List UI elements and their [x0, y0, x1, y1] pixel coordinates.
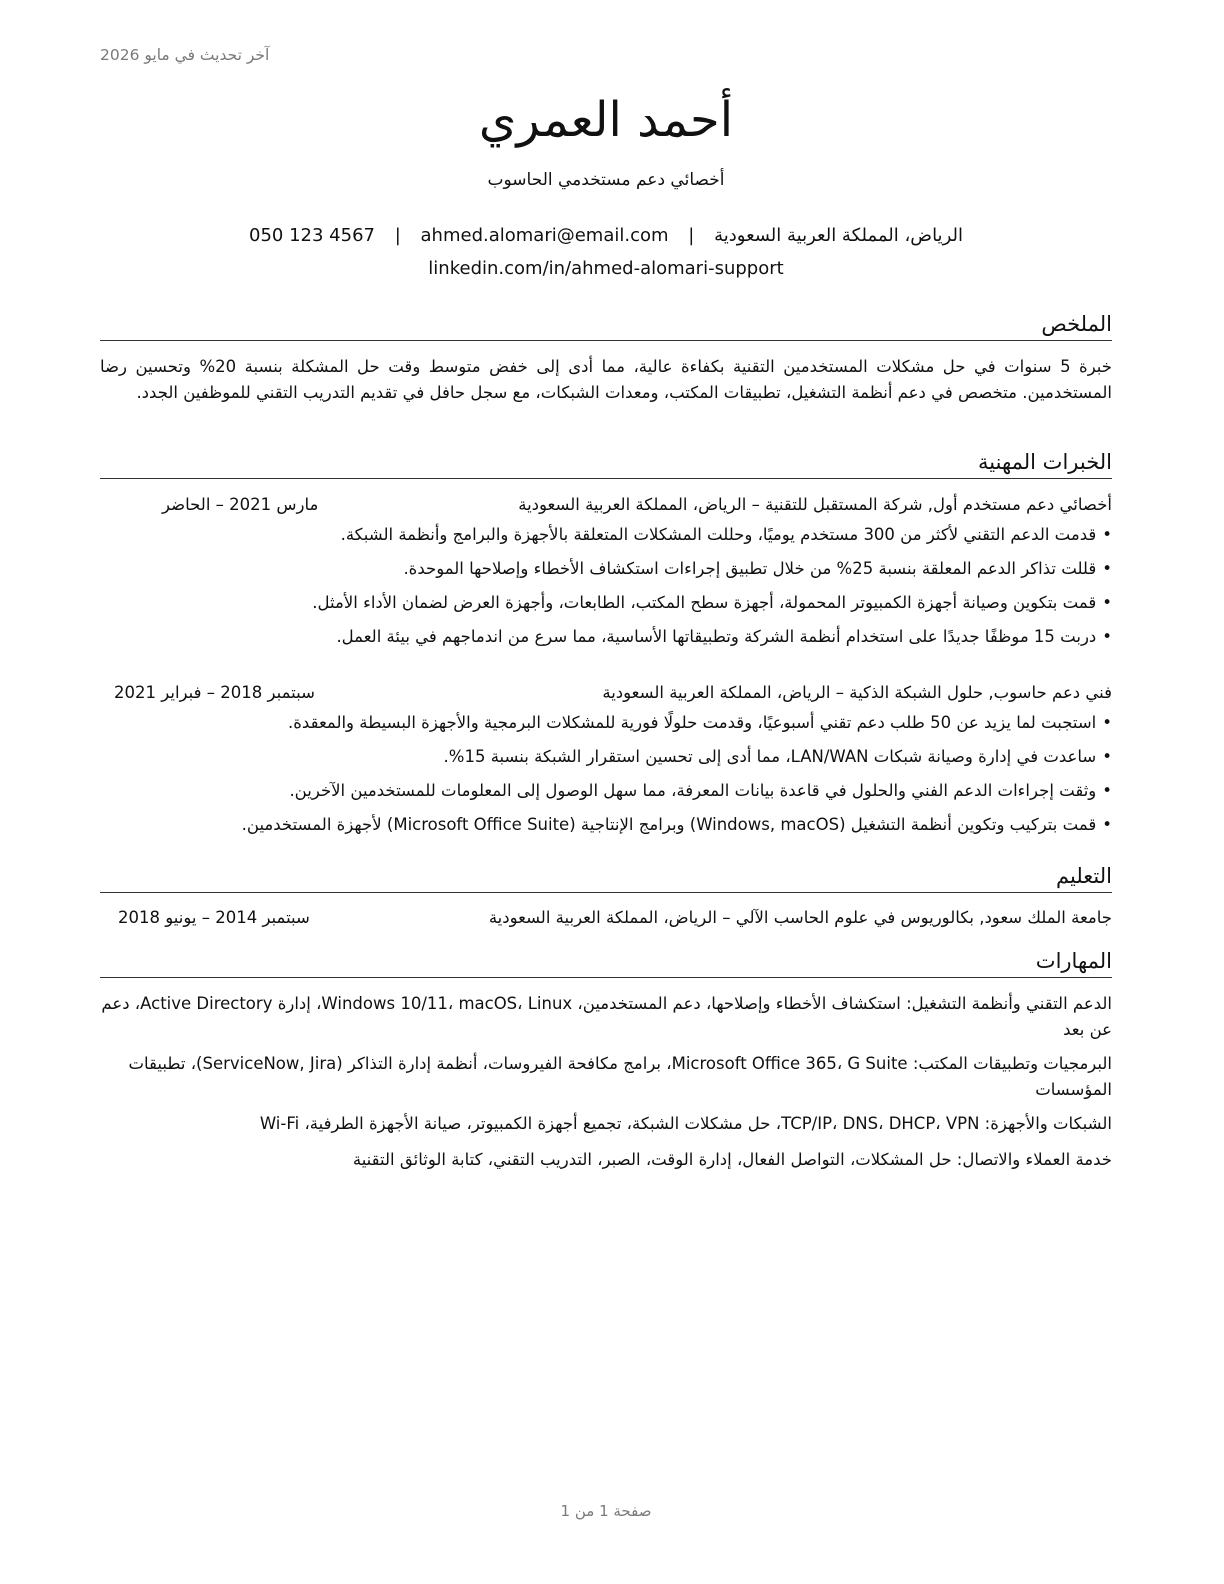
- summary-heading: الملخص: [100, 310, 1112, 341]
- contact-line: [100, 224, 1112, 248]
- job-dates: مارس 2021 – الحاضر: [162, 495, 319, 514]
- list-item: •قللت تذاكر الدعم المعلقة بنسبة 25% من خلال تطبيق إجراءات استكشاف الأخطاء وإصلاحها الموحدة.: [403, 559, 1112, 578]
- contact-separator: |: [394, 225, 401, 246]
- list-item: •قدمت الدعم التقني لأكثر من 300 مستخدم يوميًا، وحللت المشكلات المتعلقة بالأجهزة والبرامج وأنظمة الشبكة.: [340, 525, 1112, 544]
- list-item: •دربت 15 موظفًا جديدًا على استخدام أنظمة الشركة وتطبيقاتها الأساسية، مما سرع من اندماجهم في بيئة العمل.: [336, 627, 1112, 646]
- page-number: صفحة 1 من 1: [560, 1502, 652, 1520]
- job-bullets: [100, 518, 1112, 654]
- education-entry: [100, 906, 1112, 930]
- contact-phone: 050 123 4567: [249, 225, 375, 246]
- job-title-company: أخصائي دعم مستخدم أول, شركة المستقبل للتقنية – الرياض، المملكة العربية السعودية: [518, 495, 1112, 514]
- education-dates: سبتمبر 2014 – يونيو 2018: [118, 908, 310, 927]
- education-title: جامعة الملك سعود, بكالوريوس في علوم الحاسب الآلي – الرياض، المملكة العربية السعودية: [488, 908, 1112, 927]
- experience-heading: الخبرات المهنية: [100, 448, 1112, 479]
- resume-page: [100, 0, 1112, 1584]
- candidate-name: أحمد العمري: [478, 92, 734, 148]
- skill-line: الدعم التقني وأنظمة التشغيل: استكشاف الأخطاء وإصلاحها، دعم المستخدمين، Windows 10/11، macOS، Linux، إدارة Active Directory، دعم عن بعد: [101, 994, 1112, 1039]
- list-item: •قمت بتركيب وتكوين أنظمة التشغيل (Windows, macOS) وبرامج الإنتاجية (Microsoft Office Suite) لأجهزة المستخدمين.: [241, 815, 1112, 834]
- skill-line: خدمة العملاء والاتصال: حل المشكلات، التواصل الفعال، إدارة الوقت، الصبر، التدريب التقني، كتابة الوثائق التقنية: [352, 1150, 1112, 1169]
- skills-heading: المهارات: [100, 947, 1112, 978]
- job-dates: سبتمبر 2018 – فبراير 2021: [114, 683, 315, 702]
- list-item: •ساعدت في إدارة وصيانة شبكات LAN/WAN، مما أدى إلى تحسين استقرار الشبكة بنسبة 15%.: [443, 747, 1112, 766]
- job-header: [100, 493, 1112, 517]
- job-header: [100, 681, 1112, 705]
- contact-email[interactable]: ahmed.alomari@email.com: [420, 225, 669, 246]
- contact-separator: |: [688, 225, 695, 246]
- list-item: •قمت بتكوين وصيانة أجهزة الكمبيوتر المحمولة، أجهزة سطح المكتب، الطابعات، وأجهزة العرض لضمان الأداء الأمثل.: [312, 593, 1112, 612]
- contact-linkedin[interactable]: linkedin.com/in/ahmed-alomari-support: [428, 258, 784, 279]
- candidate-title: أخصائي دعم مستخدمي الحاسوب: [487, 170, 725, 190]
- last-updated-note: آخر تحديث في مايو 2026: [100, 46, 270, 64]
- skill-line: الشبكات والأجهزة: TCP/IP، DNS، DHCP، VPN، حل مشكلات الشبكة، تجميع أجهزة الكمبيوتر، صيانة الأجهزة الطرفية، Wi-Fi: [259, 1114, 1112, 1133]
- contact-location: الرياض، المملكة العربية السعودية: [714, 225, 963, 246]
- education-heading: التعليم: [100, 862, 1112, 893]
- job-title-company: فني دعم حاسوب, حلول الشبكة الذكية – الرياض، المملكة العربية السعودية: [602, 683, 1112, 702]
- skill-line: البرمجيات وتطبيقات المكتب: Microsoft Office 365، G Suite، برامج مكافحة الفيروسات، أنظمة إدارة التذاكر (ServiceNow, Jira)، تطبيقات المؤسسات: [128, 1054, 1112, 1099]
- job-bullets: [100, 706, 1112, 842]
- list-item: •استجبت لما يزيد عن 50 طلب دعم تقني أسبوعيًا، وقدمت حلولًا فورية للمشكلات البرمجية والأجهزة البسيطة والمعقدة.: [288, 713, 1112, 732]
- summary-text: خبرة 5 سنوات في حل مشكلات المستخدمين التقنية بكفاءة عالية، مما أدى إلى خفض متوسط وقت حل المشكلة بنسبة 20% وتحسين رضا المستخدمين. متخصص في دعم أنظمة التشغيل، تطبيقات المكتب، ومعدات الشبكات، مع سجل حافل في تقديم التدريب التقني للموظفين الجدد.: [100, 357, 1112, 402]
- list-item: •وثقت إجراءات الدعم الفني والحلول في قاعدة بيانات المعرفة، مما سهل الوصول إلى المعلومات للمستخدمين الآخرين.: [289, 781, 1112, 800]
